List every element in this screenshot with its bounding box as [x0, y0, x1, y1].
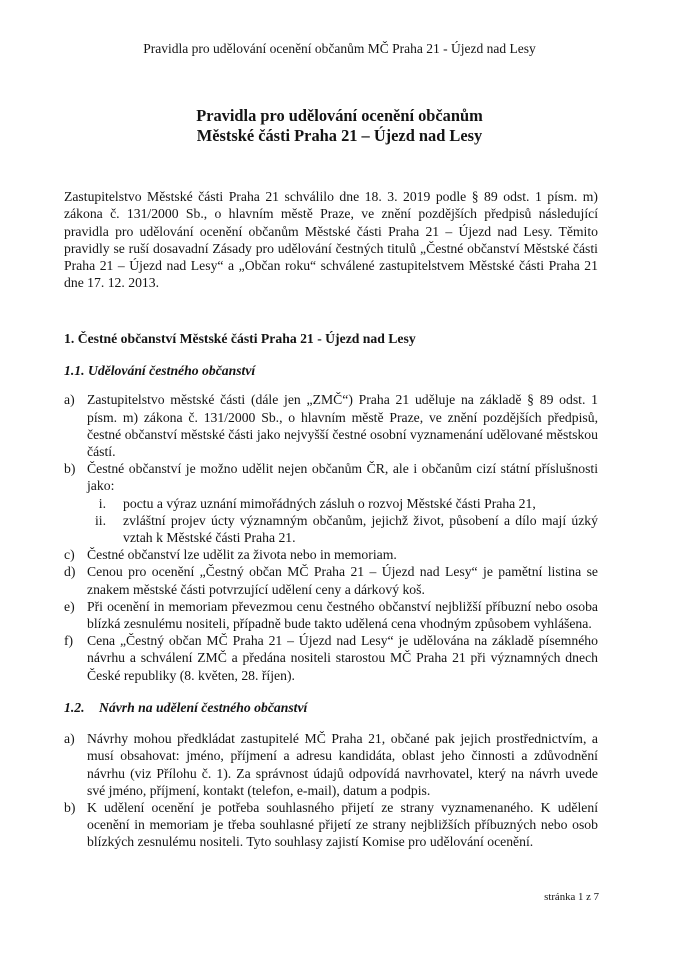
list-item-a — [64, 391, 598, 460]
document-title-line2: Městské části Praha 21 – Újezd nad Lesy — [196, 125, 483, 145]
list-item-f — [64, 632, 598, 684]
list-item-b — [64, 460, 598, 494]
list-item-text: K udělení ocenění je potřeba souhlasného přijetí ze strany vyznamenaného. K udělení ocenění in memoriam je třeba souhlasné přijetí ze strany nejbližších příbuzných nebo osob blízkých zesnulému nositeli. Tyto souhlasy zajistí Komise pro udělování ocenění. — [87, 799, 598, 850]
intro-paragraph: Zastupitelstvo Městské části Praha 21 schválilo dne 18. 3. 2019 podle § 89 odst. 1 písm. m) zákona č. 131/2000 Sb., o hlavním městě Praze, ve znění pozdějších předpisů následující pravidla pro udělování ocenění občanům Městské části Praha 21 – Újezd nad Lesy. Těmito pravidly se ruší dosavadní Zásady pro udělování čestných titulů „Čestné občanství Městské části Praha 21 – Újezd nad Lesy“ a „Občan roku“ schválené zastupitelstvem Městské části Praha 21 dne 17. 12. 2013. — [64, 189, 598, 291]
list-item-text: Cenou pro ocenění „Čestný občan MČ Praha 21 – Újezd nad Lesy“ je pamětní listina se znakem městské části potvrzující udělení ceny a dárkový koš. — [87, 564, 598, 597]
section-1-1-heading: 1.1. Udělování čestného občanství — [64, 363, 256, 379]
list-item-text: Návrhy mohou předkládat zastupitelé MČ Praha 21, občané pak jejich prostřednictvím, a musí obsahovat: jméno, příjmení a adresu kandidáta, oblast jeho činnosti a zdůvodnění návrhu (viz Přílohu č. 1). Za správnost údajů odpovídá navrhovatel, který na návrh uvede své jméno, příjmení, kontakt (telefon, e-mail), datum a podpis. — [87, 731, 598, 798]
page-number: stránka 1 z 7 — [544, 891, 599, 903]
list-item-text: zvláštní projev úcty významným občanům, jejichž život, působení a dílo mají úzký vztah k Městské části Praha 21. — [123, 512, 598, 545]
section-1-2-list — [64, 730, 598, 850]
list-item-marker: c) — [64, 547, 75, 563]
document-title-line1: Pravidla pro udělování ocenění občanům — [196, 106, 483, 125]
list-item-b-i — [87, 495, 598, 512]
list-item-marker: i. — [98, 495, 106, 511]
list-item-marker: f) — [64, 633, 74, 649]
list-item-marker: d) — [64, 564, 76, 580]
list-item-text: Při ocenění in memoriam převezmou cenu čestného občanství nejbližší příbuzní nebo osoba blízká zesnulému nositeli, případně bude takto udělená cena vhodným způsobem vyhlášena. — [87, 598, 598, 632]
list-item-text: poctu a výraz uznání mimořádných zásluh o rozvoj Městské části Praha 21, — [123, 495, 536, 511]
section-1-2-heading — [64, 699, 598, 716]
document-title — [64, 106, 615, 145]
list-item-marker: b) — [64, 461, 76, 477]
list-item-b — [64, 799, 598, 851]
list-item-text: Zastupitelstvo městské části (dále jen „ZMČ“) Praha 21 uděluje na základě § 89 odst. 1 písm. m) zákona č. 131/2000 Sb., o hlavním městě Praze, ve znění pozdějších předpisů, čestné občanství městské části jako nejvyšší čestné osobní vyznamenání udělované městskou částí. — [87, 392, 598, 459]
list-item-marker: a) — [64, 392, 75, 408]
list-item-marker: b) — [64, 799, 76, 815]
section-1-heading: 1. Čestné občanství Městské části Praha 21 - Újezd nad Lesy — [64, 330, 416, 346]
list-item-c — [64, 546, 598, 563]
section-1-2-number: 1.2. — [64, 699, 85, 715]
list-item-e — [64, 598, 598, 632]
section-1-1-list — [64, 391, 598, 683]
list-item-marker: e) — [64, 598, 75, 614]
list-item-d — [64, 563, 598, 597]
list-item-a — [64, 730, 598, 799]
list-item-text: Čestné občanství je možno udělit nejen občanům ČR, ale i občanům cizí státní příslušnosti jako: — [87, 461, 598, 494]
list-item-b-ii — [87, 512, 598, 546]
list-item-marker: a) — [64, 731, 75, 747]
page-header: Pravidla pro udělování ocenění občanům MČ Praha 21 - Újezd nad Lesy — [143, 41, 536, 56]
list-item-marker: ii. — [94, 512, 106, 528]
section-1-2-title: Návrh na udělení čestného občanství — [99, 699, 308, 715]
list-item-text: Čestné občanství lze udělit za života nebo in memoriam. — [87, 547, 397, 563]
list-item-text: Cena „Čestný občan MČ Praha 21 – Újezd nad Lesy“ je udělována na základě písemného návrhu a schválení ZMČ a předána nositeli starostou MČ Praha 21 při významných dnech České republiky (8. květen, 28. říjen). — [87, 633, 598, 683]
